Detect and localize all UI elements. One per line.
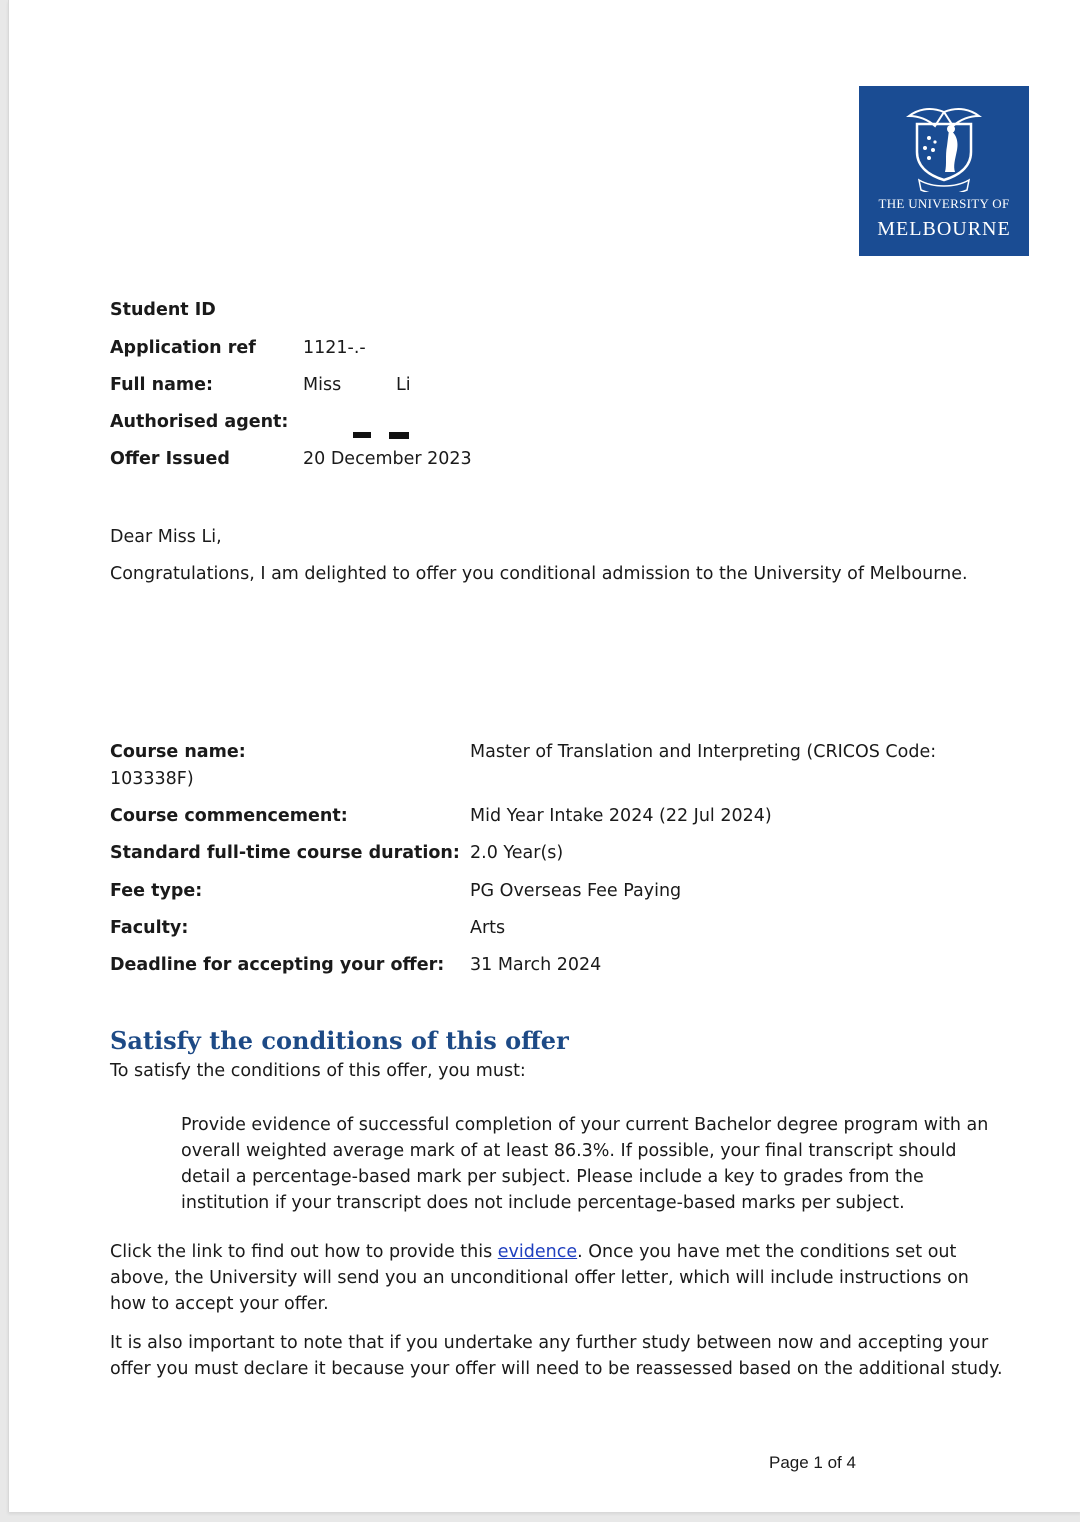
course-name-value-cont: 103338F): [110, 769, 194, 789]
application-ref-value: 1121-.-: [303, 338, 366, 358]
fee-type-label: Fee type:: [110, 881, 203, 901]
further-study-note: It is also important to note that if you undertake any further study between now and accepting your offer you must declare it because your offer will need to be reassessed based on the additional study.: [110, 1333, 1003, 1379]
conditions-heading: Satisfy the conditions of this offer: [110, 1026, 569, 1055]
intro-paragraph: Congratulations, I am delighted to offer you conditional admission to the University of Melbourne.: [110, 564, 968, 584]
faculty-label: Faculty:: [110, 918, 189, 938]
student-id-label: Student ID: [110, 300, 216, 320]
evidence-text-after: . Once you have met the conditions set out above, the University will send you an unconditional offer letter, which will include instructions on how to accept your offer.: [110, 1242, 969, 1314]
document-page: [8, 0, 1080, 1512]
full-name-label: Full name:: [110, 375, 214, 395]
duration-label: Standard full-time course duration:: [110, 843, 460, 863]
full-name-surname: Li: [396, 375, 411, 395]
full-name-title: Miss: [303, 375, 342, 395]
deadline-label: Deadline for accepting your offer:: [110, 955, 445, 975]
evidence-paragraph: [110, 1239, 990, 1317]
page-number: Page 1 of 4: [769, 1453, 856, 1472]
course-name-label: Course name:: [110, 742, 246, 762]
fee-type-value: PG Overseas Fee Paying: [470, 881, 682, 901]
offer-issued-value: 20 December 2023: [303, 449, 472, 469]
commencement-value: Mid Year Intake 2024 (22 Jul 2024): [470, 806, 772, 826]
logo-line-2: MELBOURNE: [877, 218, 1011, 240]
offer-issued-label: Offer Issued: [110, 449, 230, 469]
application-ref-label: Application ref: [110, 338, 256, 358]
duration-value: 2.0 Year(s): [470, 843, 564, 863]
crest-icon: [899, 102, 989, 192]
evidence-link[interactable]: evidence: [497, 1242, 578, 1262]
faculty-value: Arts: [470, 918, 506, 938]
evidence-text-before: Click the link to find out how to provide this: [110, 1242, 498, 1262]
logo-line-1: THE UNIVERSITY OF: [878, 196, 1010, 211]
conditions-intro: To satisfy the conditions of this offer, you must:: [110, 1061, 526, 1081]
greeting: Dear Miss Li,: [110, 527, 222, 547]
university-logo: [859, 86, 1029, 256]
commencement-label: Course commencement:: [110, 806, 348, 826]
course-name-value: Master of Translation and Interpreting (CRICOS Code:: [470, 742, 937, 762]
redaction-mark: [353, 432, 371, 438]
condition-requirement: Provide evidence of successful completion of your current Bachelor degree program with an overall weighted average mark of at least 86.3%. If possible, your final transcript should detail a percentage-based mark per subject. Please include a key to grades from the institution if your transcript does not include percentage-based marks per subject.: [181, 1115, 989, 1213]
agent-label: Authorised agent:: [110, 412, 289, 432]
redaction-mark: [389, 432, 409, 439]
deadline-value: 31 March 2024: [470, 955, 602, 975]
